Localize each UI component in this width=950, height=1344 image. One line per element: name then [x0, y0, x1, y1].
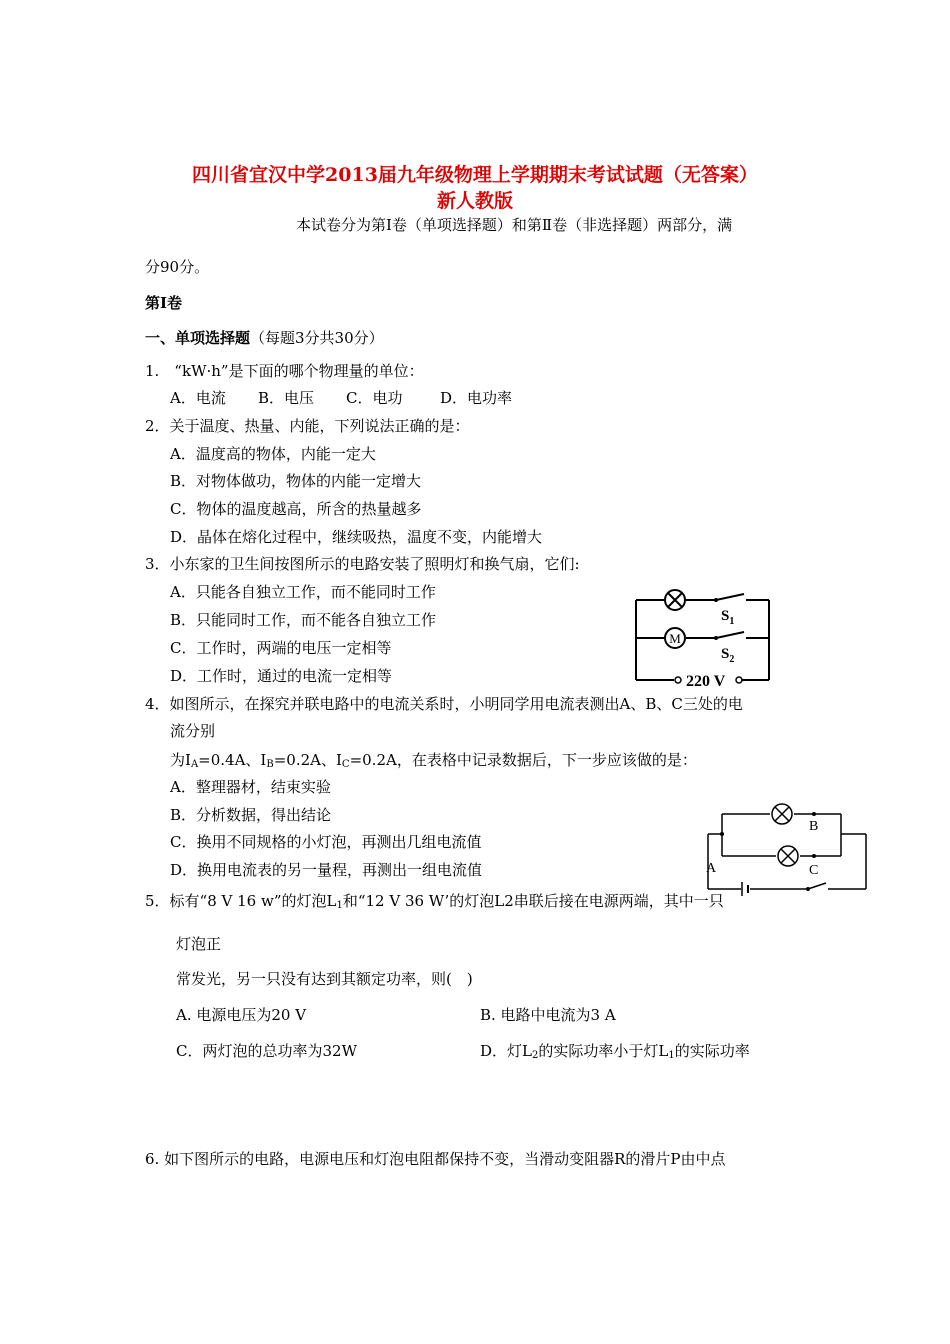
- q1-option-c: C．电功: [346, 389, 403, 407]
- point-b-label: B: [809, 819, 819, 834]
- point-c-label: C: [809, 863, 819, 878]
- q4-option-d: D．换用电流表的另一量程，再测出一组电流值: [170, 861, 483, 879]
- question-5-stem-line2: 灯泡正: [176, 935, 222, 953]
- question-4-stem-line3: 为$I_A=0.4A$、$I_B=0.2A$、$I_C=0.2A$，在表格中记录数据后，下一步应该做的是：: [170, 751, 697, 770]
- part-heading: 第Ⅰ卷: [145, 294, 183, 312]
- q1-option-a: A．电流: [170, 389, 226, 407]
- section-title: 一、单项选择题: [145, 329, 251, 347]
- question-5-stem-line1: 5．标有“8 V 16 w”的灯泡$L_1$和“12 V 36 W’的灯泡L2串联后接在电源两端，其中一只: [145, 892, 724, 911]
- section-note: （每题3分共30分）: [250, 329, 384, 347]
- q2-option-d: D．晶体在熔化过程中，继续吸热，温度不变，内能增大: [170, 528, 543, 546]
- q4-option-a: A．整理器材，结束实验: [170, 778, 331, 796]
- motor-label: M: [669, 631, 681, 646]
- question-6-stem: 6. 如下图所示的电路，电源电压和灯泡电阻都保持不变，当滑动变阻器R的滑片P由中点: [145, 1150, 726, 1168]
- document-title-line2: 新人教版: [436, 190, 513, 212]
- motor-icon: [665, 628, 685, 648]
- lamp-icon: [778, 846, 798, 866]
- q4-option-c: C．换用不同规格的小灯泡，再测出几组电流值: [170, 833, 482, 851]
- q1-option-b: B．电压: [258, 389, 315, 407]
- switch-s1-label: $S_1$: [721, 608, 735, 627]
- q2-option-a: A．温度高的物体，内能一定大: [170, 445, 376, 463]
- intro-line2: 分90分。: [145, 258, 210, 276]
- point-a-label: A: [706, 861, 717, 876]
- question-5-stem-line3: 常发光，另一只没有达到其额定功率，则( ): [176, 970, 473, 988]
- q4-option-b: B．分析数据，得出结论: [170, 806, 332, 824]
- question-1-stem: 1. “kW·h”是下面的哪个物理量的单位：: [145, 362, 424, 380]
- section-heading: [145, 327, 384, 348]
- voltage-label: 220 V: [686, 673, 726, 690]
- q5-option-c: C．两灯泡的总功率为32W: [176, 1042, 357, 1060]
- q2-option-b: B．对物体做功，物体的内能一定增大: [170, 472, 422, 490]
- document-title-line1: 四川省宜汉中学2013届九年级物理上学期期末考试试题（无答案）: [192, 164, 758, 186]
- switch-s2-label: $S_2$: [721, 646, 735, 665]
- q3-option-a: A．只能各自独立工作，而不能同时工作: [170, 583, 436, 601]
- q5-option-a: A. 电源电压为20 V: [176, 1006, 307, 1024]
- q5-option-b: B. 电路中电流为3 A: [480, 1006, 616, 1024]
- question-4-stem-line1: 4．如图所示，在探究并联电路中的电流关系时，小明同学用电流表测出A、B、C三处的电: [145, 695, 743, 713]
- q3-option-d: D．工作时，通过的电流一定相等: [170, 667, 393, 685]
- q4-circuit-diagram: [700, 800, 872, 900]
- battery-icon: [742, 882, 748, 896]
- question-2-stem: 2．关于温度、热量、内能，下列说法正确的是：: [145, 417, 470, 435]
- intro-line1: 本试卷分为第Ⅰ卷（单项选择题）和第Ⅱ卷（非选择题）两部分，满: [296, 216, 733, 234]
- q3-option-c: C．工作时，两端的电压一定相等: [170, 639, 392, 657]
- q1-option-d: D．电功率: [440, 389, 513, 407]
- lamp-icon: [665, 590, 685, 610]
- q3-option-b: B．只能同时工作，而不能各自独立工作: [170, 611, 437, 629]
- question-4-stem-line2: 流分别: [170, 722, 216, 740]
- q5-option-d: D．灯$L_2$的实际功率小于灯$L_1$的实际功率: [480, 1042, 750, 1061]
- lamp-icon: [772, 804, 792, 824]
- question-3-stem: 3．小东家的卫生间按图所示的电路安装了照明灯和换气扇，它们:: [145, 555, 580, 573]
- q3-circuit-diagram: [628, 588, 778, 690]
- q2-option-c: C．物体的温度越高，所含的热量越多: [170, 500, 422, 518]
